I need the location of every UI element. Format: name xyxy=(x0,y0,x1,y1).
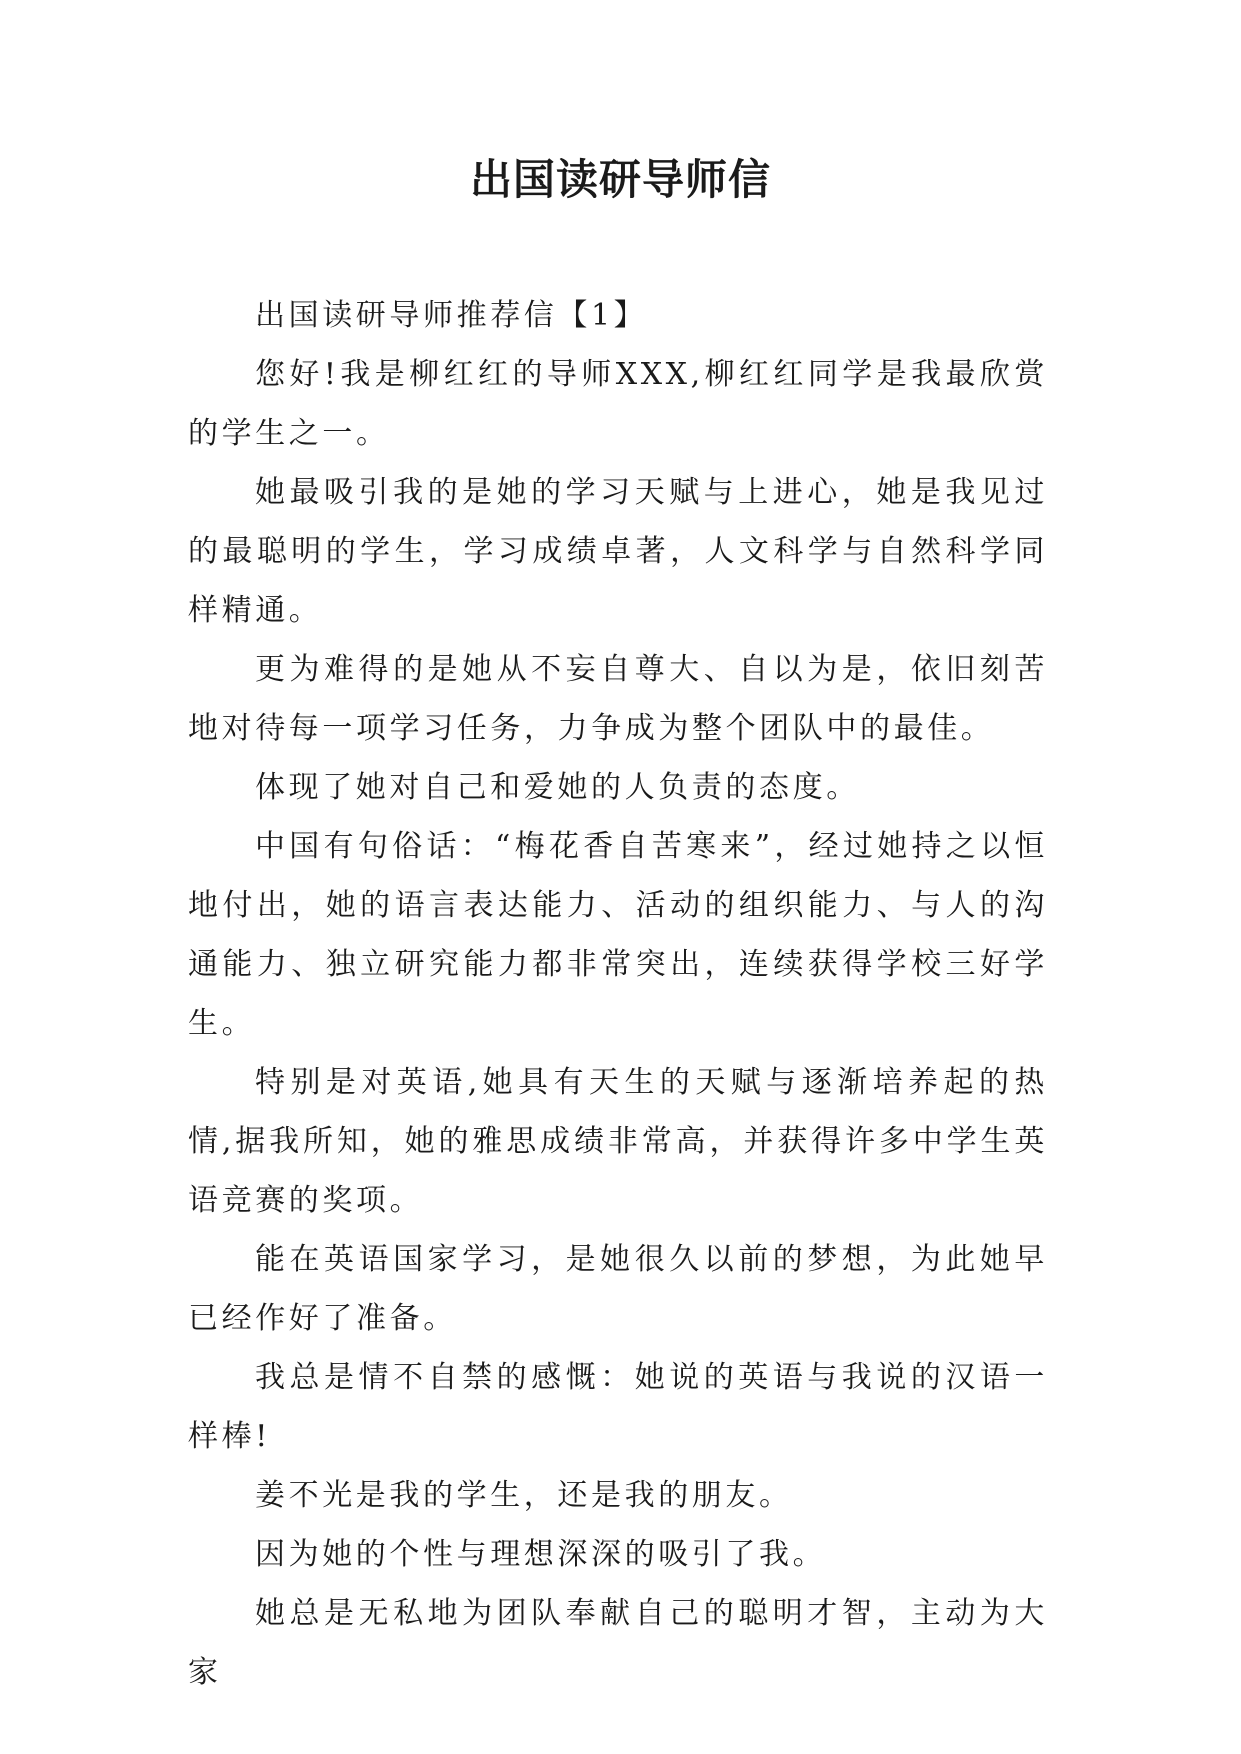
paragraph: 能在英语国家学习，是她很久以前的梦想，为此她早已经作好了准备。 xyxy=(188,1242,1048,1336)
paragraph: 她总是无私地为团队奉献自己的聪明才智，主动为大家 xyxy=(188,1596,1048,1690)
paragraph: 您好!我是柳红红的导师XXX,柳红红同学是我最欣赏的学生之一。 xyxy=(188,357,1048,451)
paragraph: 特别是对英语,她具有天生的天赋与逐渐培养起的热情,据我所知，她的雅思成绩非常高，并获得许多中学生英语竞赛的奖项。 xyxy=(188,1065,1048,1218)
paragraph: 中国有句俗话：“梅花香自苦寒来”，经过她持之以恒地付出，她的语言表达能力、活动的组织能力、与人的沟通能力、独立研究能力都非常突出，连续获得学校三好学生。 xyxy=(188,829,1048,1041)
paragraph: 体现了她对自己和爱她的人负责的态度。 xyxy=(255,770,860,805)
letter-heading: 出国读研导师推荐信【1】 xyxy=(255,298,648,333)
paragraph: 因为她的个性与理想深深的吸引了我。 xyxy=(255,1537,827,1572)
paragraph: 她最吸引我的是她的学习天赋与上进心，她是我见过的最聪明的学生，学习成绩卓著，人文科学与自然科学同样精通。 xyxy=(188,475,1048,628)
paragraph: 我总是情不自禁的感慨：她说的英语与我说的汉语一样棒! xyxy=(188,1360,1048,1454)
document-title: 出国读研导师信 xyxy=(469,155,771,204)
paragraph: 姜不光是我的学生，还是我的朋友。 xyxy=(255,1478,793,1513)
letter-body xyxy=(188,286,1048,1702)
paragraph: 更为难得的是她从不妄自尊大、自以为是，依旧刻苦地对待每一项学习任务，力争成为整个团队中的最佳。 xyxy=(188,652,1048,746)
